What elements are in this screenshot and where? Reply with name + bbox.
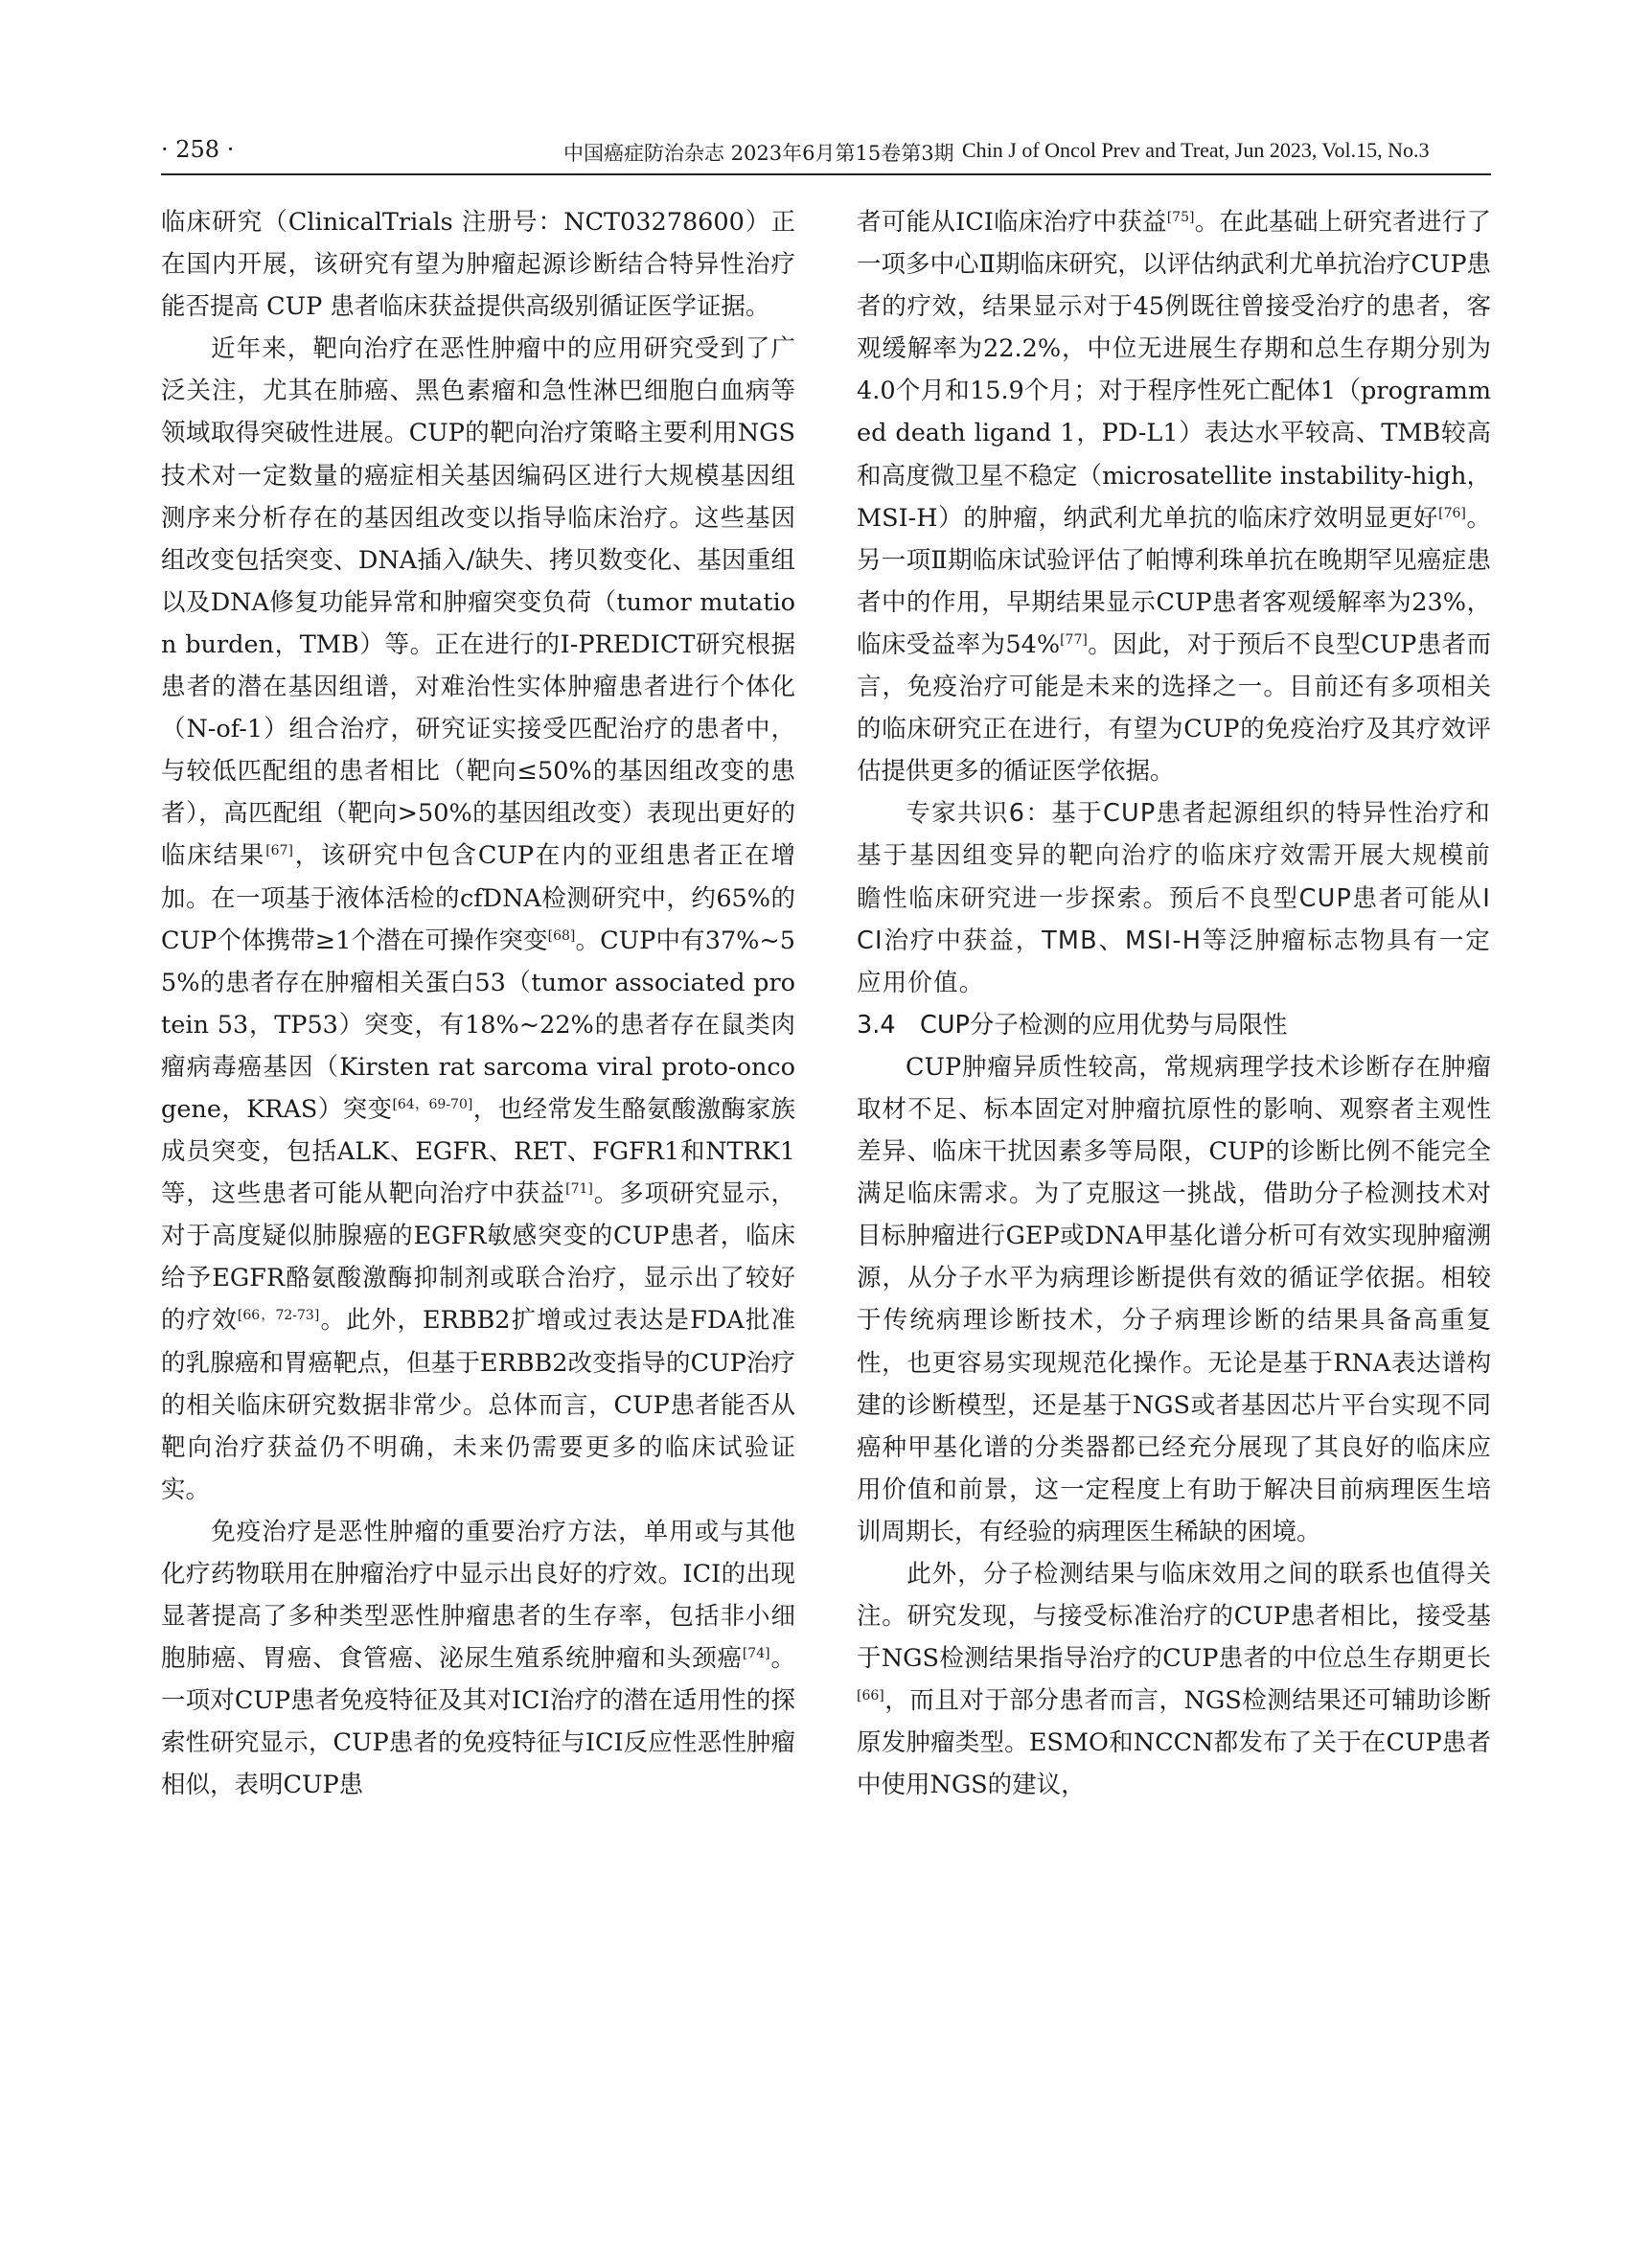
paragraph-molecular-advantages bbox=[857, 1046, 1491, 1553]
paragraph-text: ，该研究中包含CUP在内的亚组患者正在增加。在一项基于液体活检的cfDNA检测研究中，约65%的CUP个体携带≥1个潜在可操作突变 bbox=[161, 841, 795, 955]
paragraph-clinical-utility bbox=[857, 1553, 1491, 1807]
paragraph-text: 。另一项Ⅱ期临床试验评估了帕博利珠单抗在晚期罕见癌症患者中的作用，早期结果显示CUP患者客观缓解率为23%，临床受益率为54% bbox=[857, 503, 1491, 659]
paragraph-text: ，而且对于部分患者而言，NGS检测结果还可辅助诊断原发肿瘤类型。ESMO和NCCN都发布了关于在CUP患者中使用NGS的建议， bbox=[857, 1686, 1491, 1800]
right-column bbox=[857, 201, 1491, 1807]
paragraph-intro-continued bbox=[161, 201, 795, 328]
journal-title-en: Chin J of Oncol Prev and Treat, Jun 2023, Vol.15, No.3 bbox=[962, 138, 1430, 162]
paragraph-text: 临床研究（ClinicalTrials 注册号：NCT03278600）正在国内开展，该研究有望为肿瘤起源诊断结合特异性治疗能否提高 CUP 患者临床获益提供高级别循证医学证据。 bbox=[161, 208, 795, 322]
journal-title-cn: 中国癌症防治杂志 2023年6月第15卷第3期 bbox=[563, 142, 954, 165]
paragraph-text: 。多项研究显示，对于高度疑似肺腺癌的EGFR敏感突变的CUP患者，临床给予EGFR酪氨酸激酶抑制剂或联合治疗，显示出了较好的疗效 bbox=[161, 1179, 795, 1336]
page-number: · 258 · bbox=[161, 136, 235, 163]
citation: [77] bbox=[1060, 631, 1088, 648]
paragraph-text: 者可能从ICI临床治疗中获益 bbox=[857, 208, 1167, 237]
paragraph-immunotherapy-continued bbox=[857, 201, 1491, 792]
citation: [68] bbox=[547, 927, 576, 944]
paragraph-text: 免疫治疗是恶性肿瘤的重要治疗方法，单用或与其他化疗药物联用在肿瘤治疗中显示出良好的疗效。ICI的出现显著提高了多种类型恶性肿瘤患者的生存率，包括非小细胞肺癌、胃癌、食管癌、泌尿生殖系统肿瘤和头颈癌 bbox=[161, 1517, 795, 1674]
citation: [66] bbox=[857, 1688, 884, 1704]
paragraph-targeted-therapy bbox=[161, 328, 795, 1511]
expert-consensus-6 bbox=[857, 792, 1491, 1003]
consensus-text: 专家共识6：基于CUP患者起源组织的特异性治疗和基于基因组变异的靶向治疗的临床疗效需开展大规模前瞻性临床研究进一步探索。预后不良型CUP患者可能从ICI治疗中获益，TMB、MSI-H等泛肿瘤标志物具有一定应用价值。 bbox=[857, 799, 1491, 997]
paragraph-text: 。在此基础上研究者进行了一项多中心Ⅱ期临床研究，以评估纳武利尤单抗治疗CUP患者的疗效，结果显示对于45例既往曾接受治疗的患者，客观缓解率为22.2%，中位无进展生存期和总生存期分别为4.0个月和15.9个月；对于程序性死亡配体1（programmed death ligand 1，PD-L1）表达水平较高、TMB较高和高度微卫星不稳定（microsatellite instability-high，MSI-H）的肿瘤，纳武利尤单抗的临床疗效明显更好 bbox=[857, 208, 1491, 533]
paragraph-text: 。因此，对于预后不良型CUP患者而言，免疫治疗可能是未来的选择之一。目前还有多项相关的临床研究正在进行，有望为CUP的免疫治疗及其疗效评估提供更多的循证医学依据。 bbox=[857, 629, 1491, 787]
citation: [76] bbox=[1438, 505, 1466, 521]
citation: [71] bbox=[565, 1181, 593, 1198]
paragraph-text: 近年来，靶向治疗在恶性肿瘤中的应用研究受到了广泛关注，尤其在肺癌、黑色素瘤和急性淋巴细胞白血病等领域取得突破性进展。CUP的靶向治疗策略主要利用NGS技术对一定数量的癌症相关基因编码区进行大规模基因组测序来分析存在的基因组改变以指导临床治疗。这些基因组改变包括突变、DNA插入/缺失、拷贝数变化、基因重组以及DNA修复功能异常和肿瘤突变负荷（tumor mutation burden，TMB）等。正在进行的I-PREDICT研究根据患者的潜在基因组谱，对难治性实体肿瘤患者进行个体化（N-of-1）组合治疗，研究证实接受匹配治疗的患者中，与较低匹配组的患者相比（靶向≤50%的基因组改变的患者），高匹配组（靶向>50%的基因组改变）表现出更好的临床结果 bbox=[161, 334, 795, 871]
header-rule bbox=[161, 173, 1491, 175]
citation: [74] bbox=[742, 1646, 770, 1662]
left-column bbox=[161, 201, 795, 1807]
paragraph-text: ，也经常发生酪氨酸激酶家族成员突变，包括ALK、EGFR、RET、FGFR1和NTRK1等，这些患者可能从靶向治疗中获益 bbox=[161, 1094, 795, 1209]
paragraph-text: 。此外，ERBB2扩增或过表达是FDA批准的乳腺癌和胃癌靶点，但基于ERBB2改变指导的CUP治疗的相关临床研究数据非常少。总体而言，CUP患者能否从靶向治疗获益仍不明确，未来仍需要更多的临床试验证实。 bbox=[161, 1306, 795, 1504]
citation: [66，72-73] bbox=[237, 1308, 320, 1324]
citation: [64，69-70] bbox=[392, 1096, 473, 1112]
paragraph-text: 。一项对CUP患者免疫特征及其对ICI治疗的潜在适用性的探索性研究显示，CUP患者的免疫特征与ICI反应性恶性肿瘤相似，表明CUP患 bbox=[161, 1644, 795, 1800]
citation: [67] bbox=[265, 843, 293, 859]
paragraph-text: 此外，分子检测结果与临床效用之间的联系也值得关注。研究发现，与接受标准治疗的CUP患者相比，接受基于NGS检测结果指导治疗的CUP患者的中位总生存期更长 bbox=[857, 1560, 1491, 1674]
paragraph-text: CUP肿瘤异质性较高，常规病理学技术诊断存在肿瘤取材不足、标本固定对肿瘤抗原性的影响、观察者主观性差异、临床干扰因素多等局限，CUP的诊断比例不能完全满足临床需求。为了克服这一挑战，借助分子检测技术对目标肿瘤进行GEP或DNA甲基化谱分析可有效实现肿瘤溯源，从分子水平为病理诊断提供有效的循证学依据。相较于传统病理诊断技术，分子病理诊断的结果具备高重复性，也更容易实现规范化操作。无论是基于RNA表达谱构建的诊断模型，还是基于NGS或者基因芯片平台实现不同癌种甲基化谱的分类器都已经充分展现了其良好的临床应用价值和前景，这一定程度上有助于解决目前病理医生培训周期长，有经验的病理医生稀缺的困境。 bbox=[857, 1052, 1491, 1546]
running-header bbox=[161, 132, 1491, 171]
section-heading-3-4: 3.4 CUP分子检测的应用优势与局限性 bbox=[857, 1010, 1288, 1040]
citation: [75] bbox=[1166, 210, 1195, 225]
paragraph-immunotherapy bbox=[161, 1511, 795, 1807]
paragraph-text: 。CUP中有37%~55%的患者存在肿瘤相关蛋白53（tumor associated protein 53，TP53）突变，有18%~22%的患者存在鼠类肉瘤病毒癌基因（Kirsten rat sarcoma viral proto-oncogene，KRAS）突变 bbox=[161, 926, 795, 1124]
